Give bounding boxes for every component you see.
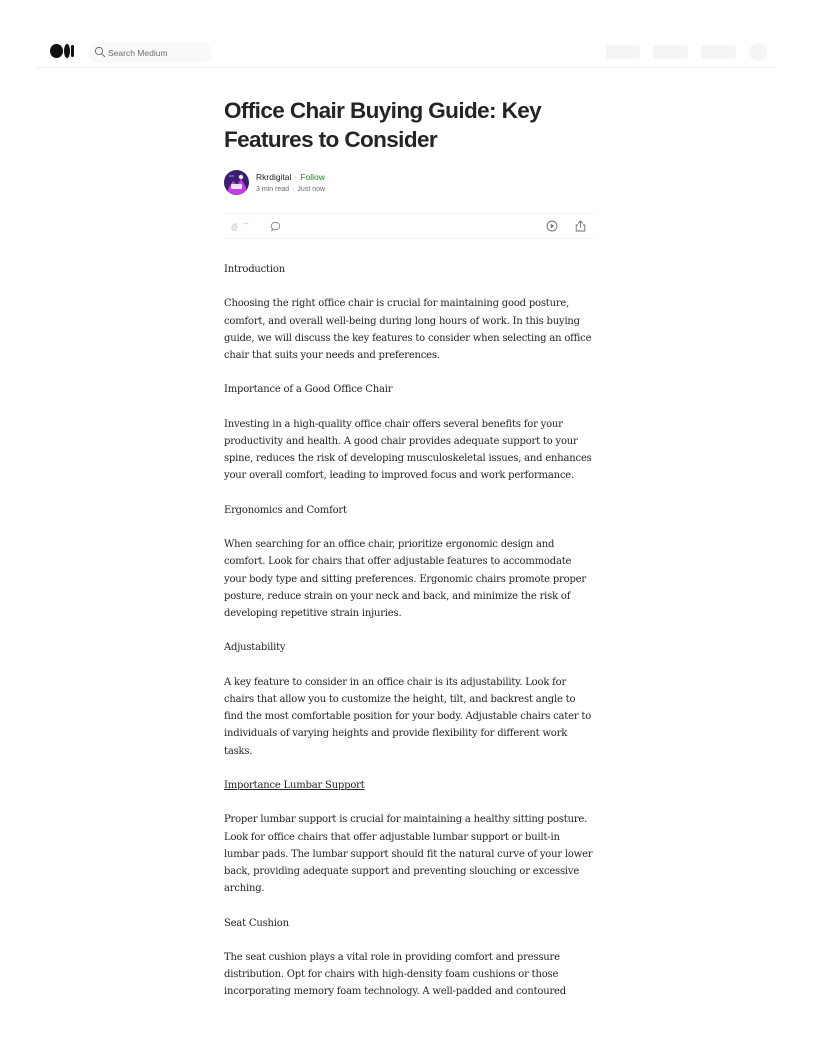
author-avatar[interactable] [224,170,249,195]
top-nav-bar [36,36,776,68]
paragraph-ergonomics: When searching for an office chair, prioritize ergonomic design and comfort. Look for chairs that offer adjustable features to accommodate your body type and sitting preferences. Ergonomic chairs promote proper posture, reduce strain on your neck and back, and minimize the risk of developing repetitive strain injuries. [224,539,586,619]
paragraph-adjustability: A key feature to consider in an office chair is its adjustability. Look for chairs that allow you to customize the height, tilt, and backrest angle to find the most comfortable position for your body. Adjustable chairs cater to individuals of varying heights and provide flexibility for different work tasks. [224,676,592,757]
read-time: 3 min read [256,186,290,193]
section-heading-importance: Importance of a Good Office Chair [224,384,393,396]
paragraph-importance: Investing in a high-quality office chair offers several benefits for your productivity and health. A good chair provides adequate support to your spine, reduces the risk of developing musculoskeletal issues, and enhances your overall comfort, leading to improved focus and work performance. [224,418,592,482]
author-separator: · [294,172,298,182]
section-heading-ergonomics: Ergonomics and Comfort [224,504,347,516]
article-meta [256,185,325,195]
author-line [256,171,325,183]
section-heading-introduction: Introduction [224,264,285,275]
author-name[interactable]: Rkrdigital [256,172,292,182]
follow-button[interactable]: Follow [300,172,325,182]
article [224,96,594,1018]
publish-time: Just now [297,186,326,193]
article-body [224,261,594,1001]
clap-icon[interactable] [229,221,240,232]
section-heading-seat-cushion: Seat Cushion [224,917,289,929]
clap-count: -- [244,221,249,228]
nav-placeholder-1 [606,45,640,59]
paragraph-seat-cushion: The seat cushion plays a vital role in providing comfort and pressure distribution. Opt for chairs with high-density foam cushions or those incorporating memory foam technology. A well-padded and contoured [224,951,566,998]
author-avatar-image [224,170,249,195]
nav-placeholder-2 [653,45,688,59]
paragraph-lumbar: Proper lumbar support is crucial for maintaining a healthy sitting posture. Look for office chairs that offer adjustable lumbar support or built-in lumbar pads. The lumbar support should fit the natural curve of your lower back, providing adequate support and preventing slouching or excessive arching. [224,814,593,895]
article-action-bar [224,213,594,239]
meta-separator: · [292,186,295,193]
share-icon[interactable] [575,220,586,232]
user-avatar-placeholder[interactable] [749,43,767,61]
comment-icon[interactable] [270,221,281,232]
search-box[interactable] [88,42,212,63]
search-icon [94,46,106,58]
article-title: Office Chair Buying Guide: Key Features to Consider [224,98,542,152]
section-heading-adjustability: Adjustability [224,642,286,654]
listen-icon[interactable] [546,220,558,232]
nav-placeholder-3 [701,45,736,59]
section-heading-lumbar-link[interactable]: Importance Lumbar Support [224,779,365,791]
search-input[interactable] [108,44,208,61]
medium-logo[interactable] [50,44,74,58]
paragraph-introduction: Choosing the right office chair is crucial for maintaining good posture, comfort, and overall well-being during long hours of work. In this buying guide, we will discuss the key features to consider when selecting an office chair that suits your needs and preferences. [224,298,592,361]
byline [224,170,594,198]
